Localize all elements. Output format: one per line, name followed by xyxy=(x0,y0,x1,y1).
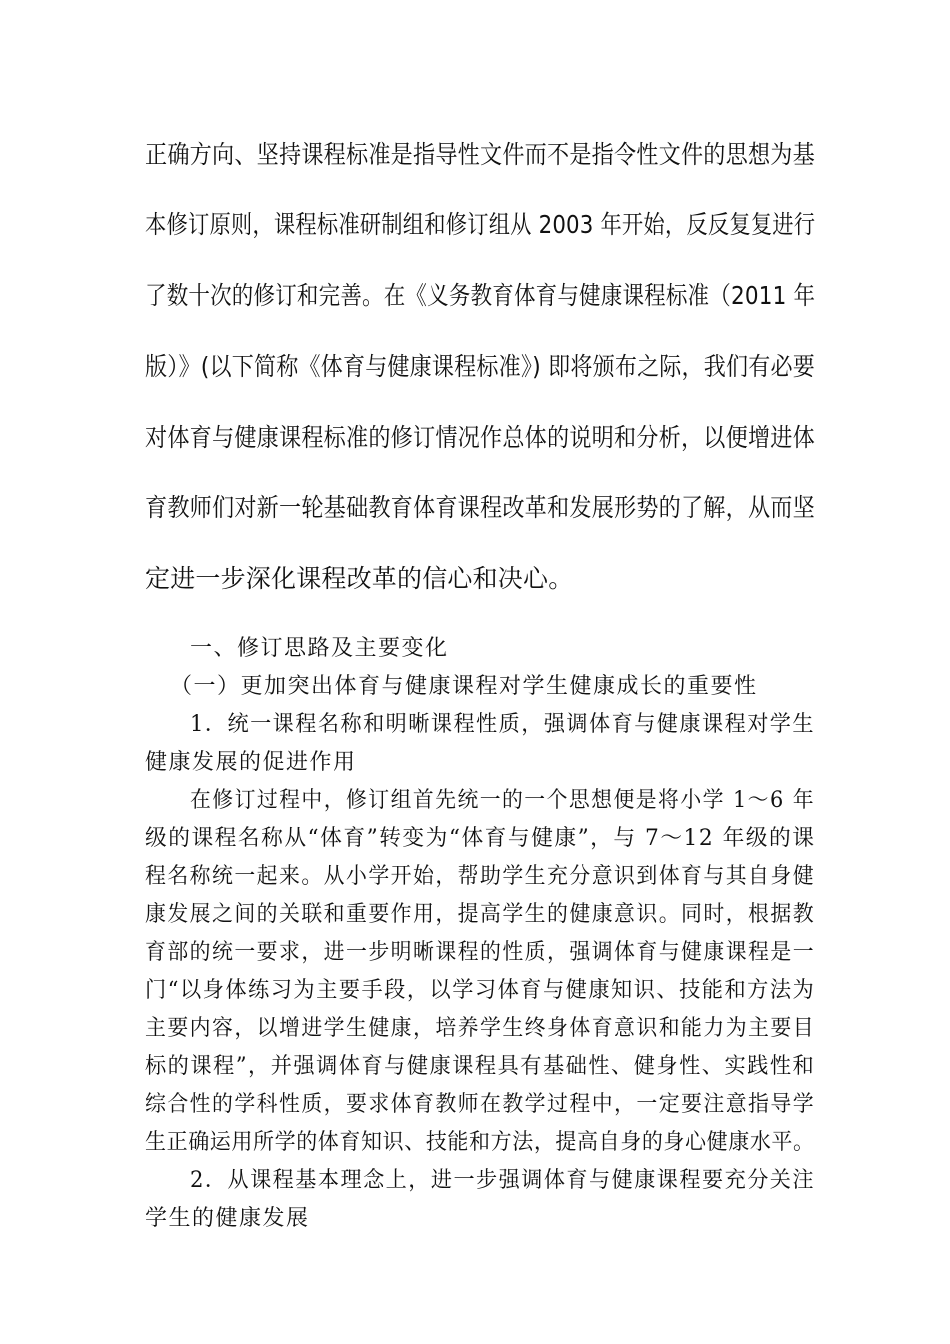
body-line-1: 在修订过程中，修订组首先统一的一个思想便是将小学 1～6 年 xyxy=(190,788,815,813)
intro-line-4: 版）》(以下简称《体育与健康课程标准》) 即将颁布之际，我们有必要 xyxy=(145,352,816,381)
body-line-10: 生正确运用所学的体育知识、技能和方法，提高自身的身心健康水平。 xyxy=(145,1130,815,1155)
intro-line-3: 了数十次的修订和完善。在《义务教育体育与健康课程标准（2011 年 xyxy=(145,281,816,310)
intro-line-2: 本修订原则，课程标准研制组和修订组从 2003 年开始，反反复复进行 xyxy=(145,210,816,239)
intro-line-7: 定进一步深化课程改革的信心和决心。 xyxy=(145,564,574,593)
body-line-2: 级的课程名称从“体育”转变为“体育与健康”，与 7～12 年级的课 xyxy=(145,826,816,851)
intro-line-5: 对体育与健康课程标准的修订情况作总体的说明和分析，以便增进体 xyxy=(145,423,815,452)
intro-line-1: 正确方向、坚持课程标准是指导性文件而不是指令性文件的思想为基 xyxy=(145,140,815,169)
item2-line-2: 学生的健康发展 xyxy=(145,1206,310,1231)
body-line-9: 综合性的学科性质，要求体育教师在教学过程中，一定要注意指导学 xyxy=(145,1092,816,1117)
intro-line-6: 育教师们对新一轮基础教育体育课程改革和发展形势的了解，从而坚 xyxy=(145,493,815,522)
body-line-5: 育部的统一要求，进一步明晰课程的性质，强调体育与健康课程是一 xyxy=(145,940,816,965)
item1-line-1: 1．统一课程名称和明晰课程性质，强调体育与健康课程对学生 xyxy=(190,712,815,737)
body-line-8: 标的课程”，并强调体育与健康课程具有基础性、健身性、实践性和 xyxy=(145,1054,816,1079)
section-heading: 一、修订思路及主要变化 xyxy=(190,636,449,661)
body-line-6: 门“以身体练习为主要手段，以学习体育与健康知识、技能和方法为 xyxy=(145,978,816,1003)
body-line-3: 程名称统一起来。从小学开始，帮助学生充分意识到体育与其自身健 xyxy=(145,864,816,889)
body-line-4: 康发展之间的关联和重要作用，提高学生的健康意识。同时，根据教 xyxy=(145,902,816,927)
subsection-heading: （一）更加突出体育与健康课程对学生健康成长的重要性 xyxy=(170,674,758,699)
item1-line-2: 健康发展的促进作用 xyxy=(145,750,357,775)
body-line-7: 主要内容，以增进学生健康，培养学生终身体育意识和能力为主要目 xyxy=(145,1016,816,1041)
item2-line-1: 2．从课程基本理念上，进一步强调体育与健康课程要充分关注 xyxy=(190,1168,815,1193)
